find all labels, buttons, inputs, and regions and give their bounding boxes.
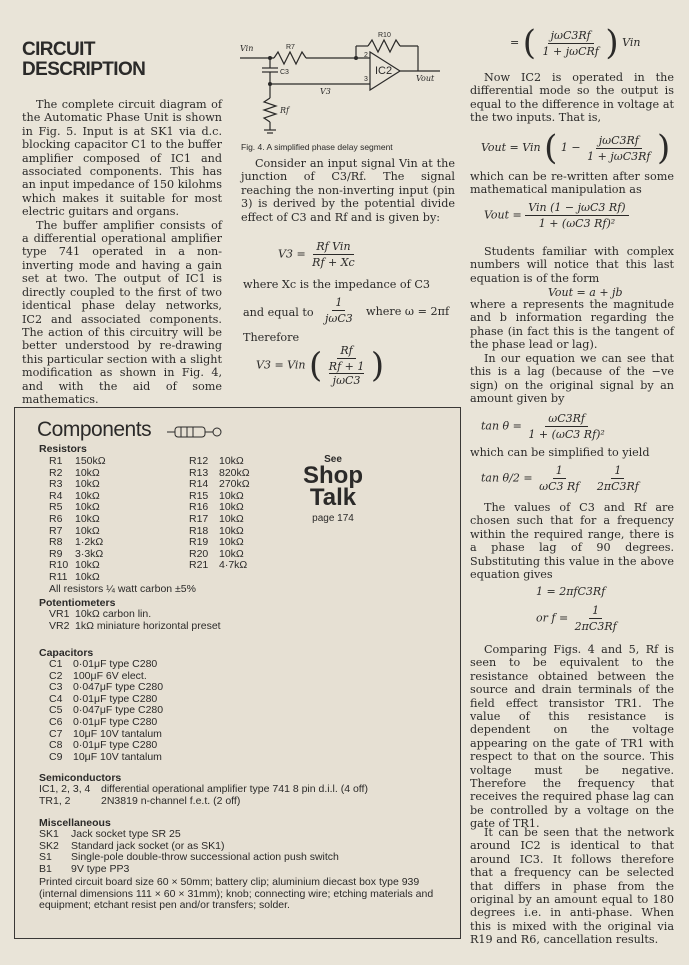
component-row <box>39 784 368 796</box>
component-ref: R13 <box>189 466 209 479</box>
component-value: 10kΩ <box>219 524 244 537</box>
component-ref: SK1 <box>39 828 59 840</box>
paragraph: Students familiar with complex numbers will notice that this last equation is of the form <box>470 245 674 285</box>
equals-sign: = <box>510 36 520 49</box>
misc-note: Printed circuit board size 60 × 50mm; battery clip; aluminium diecast box type 939 (internal dimensions 111 × 60 × 31mm); knob; connecting wire; etching materials and equipment; etchant resist pen and/or transfers; solder. <box>39 876 434 912</box>
component-ref: C1 <box>49 658 63 670</box>
component-ref: VR2 <box>49 619 70 632</box>
component-value: 0·01μF type C280 <box>73 692 158 705</box>
component-ref: R4 <box>49 489 63 502</box>
component-ref: TR1, 2 <box>39 794 71 807</box>
component-value: 10kΩ <box>75 524 100 537</box>
component-row <box>49 456 106 468</box>
component-value: 0·047μF type C280 <box>73 681 164 694</box>
components-title: Components <box>37 418 152 441</box>
component-ref: R3 <box>49 478 63 491</box>
component-value: 10kΩ <box>75 466 100 479</box>
component-value: 100μF 6V elect. <box>73 669 147 682</box>
shop-word: Shop <box>303 462 363 489</box>
left-paren: ( <box>544 128 558 168</box>
eq9-num-2: 1 <box>611 464 624 479</box>
right-paren: ) <box>656 128 671 168</box>
eq3-den-a: Rf + 1 <box>328 360 365 373</box>
component-value: 10kΩ <box>219 536 244 549</box>
where-line-1: where Xc is the impedance of C3 <box>243 278 431 291</box>
component-ref: R2 <box>49 466 63 479</box>
label-pin2: 2 <box>364 52 368 59</box>
component-value: 10kΩ <box>219 489 244 502</box>
eq4-fraction <box>539 29 601 58</box>
eq4-tail: Vin <box>622 36 641 49</box>
component-ref: R20 <box>189 547 209 560</box>
component-value: 0·01μF type C280 <box>73 739 158 752</box>
component-row <box>49 717 163 729</box>
eq3-den <box>326 359 368 387</box>
capacitors-label: Capacitors <box>39 647 94 659</box>
component-value: 10kΩ <box>75 489 100 502</box>
eq4-den: 1 + jωCRf <box>542 44 599 58</box>
component-row <box>39 829 339 841</box>
component-row <box>49 621 221 633</box>
eq3-den-b: jωC3 <box>332 374 361 387</box>
components-box <box>14 407 461 939</box>
component-value: Jack socket type SR 25 <box>71 828 181 840</box>
component-value: 10μF 10V tantalum <box>73 750 162 763</box>
component-ref: R12 <box>189 455 209 467</box>
eq3-num: Rf <box>337 344 355 359</box>
label-r7: R7 <box>286 44 295 51</box>
label-ic2: IC2 <box>375 65 393 77</box>
semiconductors-list <box>39 784 368 807</box>
therefore-label: Therefore <box>243 331 300 344</box>
component-value: 10kΩ <box>75 559 100 572</box>
where-line-2: where ω = 2πf <box>366 305 450 318</box>
component-value: differential operational amplifier type 741 8 pin d.i.l. (4 off) <box>101 783 368 795</box>
component-ref: R21 <box>189 559 209 572</box>
circuit-diagram <box>240 38 458 150</box>
component-value: 10kΩ <box>75 478 100 491</box>
component-value: 3·3kΩ <box>75 547 104 560</box>
component-value: 0·01μF type C280 <box>73 658 158 670</box>
left-paren: ( <box>309 345 323 386</box>
potentiometers-label: Potentiometers <box>39 597 116 609</box>
eq3-fraction <box>326 344 368 387</box>
eq2-num: 1 <box>332 296 345 311</box>
component-ref: R15 <box>189 489 209 502</box>
paragraph: The buffer amplifier consists of a differential operational amplifier type 741 operated in a non-inverting mode and having a gain set at two. The output of IC1 is directly coupled to the first of two identical phase delay networks, IC2 and associated components. The action of this circuitry will be better understood by re-drawing this particular section with a slight modification as shown in Fig. 4, and with the aid of some mathematics. <box>22 218 222 406</box>
miscellaneous-list <box>39 829 339 875</box>
component-row <box>49 537 106 549</box>
eq11-lhs: or f = <box>536 611 569 625</box>
label-vout: Vout <box>416 74 435 83</box>
component-ref: R17 <box>189 512 209 525</box>
shop-talk-badge <box>293 454 373 524</box>
eq9-lhs: tan θ/2 = <box>481 471 533 485</box>
eq6-fraction <box>525 201 628 230</box>
equation-6 <box>484 201 629 230</box>
eq1-fraction <box>309 240 358 269</box>
paragraph: which can be simplified to yield <box>470 446 650 459</box>
equation-9 <box>481 464 642 493</box>
component-ref: C7 <box>49 727 63 740</box>
component-ref: R14 <box>189 478 209 491</box>
component-ref: R16 <box>189 501 209 514</box>
component-ref: VR1 <box>49 608 70 620</box>
equation-1 <box>278 240 358 269</box>
component-ref: IC1, 2, 3, 4 <box>39 783 91 795</box>
component-row <box>49 659 163 671</box>
component-ref: R5 <box>49 501 63 514</box>
eq6-num: Vin (1 − jωC3 Rf) <box>525 201 628 216</box>
heading-line-2: DESCRIPTION <box>22 59 146 80</box>
column-1 <box>22 98 222 406</box>
component-ref: R7 <box>49 524 63 537</box>
paragraph: Comparing Figs. 4 and 5, Rf is seen to be equivalent to the resistance obtained between the source and drain terminals of the field effect transistor TR1. The value of this resistance is dependent on the voltage appearing on the gate of TR1 with respect to that on the source. This voltage must be negative. Therefore the frequency that receives the required phase lag can be controlled by a voltage on the gate of TR1. <box>470 643 674 831</box>
paragraph: The complete circuit diagram of the Automatic Phase Unit is shown in Fig. 5. Input is at SK1 via d.c. blocking capacitor C1 to the buffer amplifier composed of IC1 and associated components. This has an input impedance of 150 kilohms which makes it suitable for most electric guitars and organs. <box>22 98 222 219</box>
component-value: 10kΩ <box>75 512 100 525</box>
eq2-den: jωC3 <box>325 312 353 325</box>
label-r10: R10 <box>378 32 391 39</box>
component-ref: C9 <box>49 750 63 763</box>
component-value: 0·047μF type C280 <box>73 704 164 717</box>
component-ref: R9 <box>49 547 63 560</box>
component-value: 1·2kΩ <box>75 536 104 549</box>
component-value: 10μF 10V tantalum <box>73 727 162 740</box>
eq6-lhs: Vout = <box>484 208 522 222</box>
eq1-den: Rf + Xc <box>312 256 355 269</box>
eq5-num: jωC3Rf <box>596 134 642 149</box>
component-row <box>39 796 368 808</box>
component-ref: R10 <box>49 559 69 572</box>
label-rf: Rf <box>280 106 289 115</box>
eq4-num: jωC3Rf <box>548 29 594 44</box>
talk-word: Talk <box>309 484 357 511</box>
component-value: 10kΩ <box>75 501 100 514</box>
eq5-den: 1 + jωC3Rf <box>587 149 651 163</box>
resistors-label: Resistors <box>39 443 87 455</box>
capacitors-list <box>49 659 163 763</box>
component-row <box>49 752 163 764</box>
component-value: 9V type PP3 <box>71 862 130 875</box>
right-paren: ) <box>370 345 385 386</box>
potentiometers-list <box>49 609 221 632</box>
paragraph: which can be re-written after some mathematical manipulation as <box>470 170 674 197</box>
semiconductors-label: Semiconductors <box>39 772 122 784</box>
paragraph: In our equation we can see that this is a lag (because of the −ve sign) on the original signal by an amount given by <box>470 352 674 406</box>
equation-8 <box>481 412 608 441</box>
left-paren: ( <box>522 23 536 63</box>
component-ref: R6 <box>49 512 63 525</box>
paragraph: The values of C3 and Rf are chosen such that for a frequency within the required range, there is a phase lag of 90 degrees. Substituting this value in the above equation gives <box>470 501 674 582</box>
component-ref: R18 <box>189 524 209 537</box>
component-ref: R19 <box>189 536 209 549</box>
and-equal-label: and equal to <box>243 306 314 319</box>
resistors-list-left <box>49 456 106 584</box>
paragraph: Consider an input signal Vin at the junction of C3/Rf. The signal reaching the non-inverting input (pin 3) is derived by the potential divide effect of C3 and Rf and is given by: <box>241 157 455 224</box>
eq11-num: 1 <box>589 604 602 619</box>
component-ref: R8 <box>49 536 63 549</box>
eq3-lhs: V3 = Vin <box>256 358 306 372</box>
component-ref: C5 <box>49 704 63 717</box>
resistors-list-right <box>189 456 250 572</box>
component-value: 0·01μF type C280 <box>73 715 158 728</box>
component-value: 150kΩ <box>75 455 106 467</box>
component-value: 10kΩ <box>219 512 244 525</box>
shop-page: page 174 <box>312 513 354 524</box>
label-v3: V3 <box>320 87 331 96</box>
component-row <box>39 864 339 876</box>
label-c3: C3 <box>280 69 289 76</box>
component-ref: R1 <box>49 455 63 467</box>
eq8-fraction <box>525 412 607 441</box>
eq8-lhs: tan θ = <box>481 419 522 433</box>
equation-5 <box>481 128 671 168</box>
component-value: 820kΩ <box>219 466 250 479</box>
component-row <box>189 560 250 572</box>
component-ref: R11 <box>49 570 68 583</box>
figure-4 <box>240 32 458 150</box>
eq1-lhs: V3 = <box>278 247 306 261</box>
component-value: Single-pole double-throw successional action push switch <box>71 851 339 864</box>
component-ref: C4 <box>49 692 63 705</box>
resistor-graphic-icon <box>167 422 225 442</box>
component-value: 1kΩ miniature horizontal preset <box>75 619 221 632</box>
eq2-fraction <box>322 296 356 325</box>
miscellaneous-label: Miscellaneous <box>39 817 111 829</box>
component-value: 10kΩ <box>219 501 244 514</box>
label-vin: Vin <box>240 44 254 53</box>
component-row <box>189 456 250 468</box>
right-paren: ) <box>605 23 619 63</box>
paragraph: It can be seen that the network around IC2 is identical to that around IC3. It follows therefore that a frequency can be selected that differs in phase from the original by an amount equal to 180 degrees i.e. in anti-phase. When this is mixed with the original via R19 and R6, cancellation results. <box>470 826 674 947</box>
component-row <box>49 514 106 526</box>
figure-caption: Fig. 4. A simplified phase delay segment <box>241 142 393 152</box>
component-value: Standard jack socket (or as SK1) <box>71 839 225 852</box>
eq8-num: ωC3Rf <box>545 412 588 427</box>
paragraph: Now IC2 is operated in the differential mode so the output is equal to the difference in voltage at the two inputs. That is, <box>470 71 674 125</box>
component-value: 4·7kΩ <box>219 559 248 572</box>
component-ref: C6 <box>49 715 63 728</box>
equation-7: Vout = a + jb <box>548 286 623 299</box>
resistor-note: All resistors ¼ watt carbon ±5% <box>49 583 196 595</box>
eq9-num-1: 1 <box>553 464 566 479</box>
eq11-fraction <box>572 604 620 633</box>
equation-10: 1 = 2πfC3Rf <box>536 585 606 598</box>
eq5-one: 1 − <box>560 141 581 154</box>
component-ref: C3 <box>49 681 63 694</box>
component-value: 10kΩ carbon lin. <box>75 608 152 620</box>
eq5-fraction <box>584 134 653 163</box>
component-row <box>49 609 221 621</box>
component-value: 10kΩ <box>219 455 244 467</box>
component-value: 10kΩ <box>75 570 100 583</box>
component-row <box>189 537 250 549</box>
component-value: 270kΩ <box>219 478 250 491</box>
eq9-fraction-2 <box>594 464 642 493</box>
eq9-den-1: ωC3 Rf <box>539 480 580 493</box>
eq5-lhs: Vout = Vin <box>481 141 541 154</box>
eq1-num: Rf Vin <box>313 240 353 255</box>
paragraph: where a represents the magnitude and b information regarding the phase (in fact this is the tangent of the phase lead or lag). <box>470 298 674 352</box>
component-value: 10kΩ <box>219 547 244 560</box>
equation-2 <box>322 296 356 325</box>
shop-see: See <box>324 454 342 465</box>
component-row <box>189 514 250 526</box>
component-ref: SK2 <box>39 839 59 852</box>
eq9-fraction-1 <box>536 464 582 493</box>
component-row <box>49 572 106 584</box>
equation-3 <box>256 344 384 387</box>
component-row <box>49 740 163 752</box>
section-heading <box>22 40 145 80</box>
eq6-den: 1 + (ωC3 Rf)² <box>538 217 616 230</box>
eq11-den: 2πC3Rf <box>574 620 617 633</box>
component-ref: C2 <box>49 669 63 682</box>
eq8-den: 1 + (ωC3 Rf)² <box>528 428 605 441</box>
component-ref: C8 <box>49 739 63 752</box>
eq9-den-2: 2πC3Rf <box>596 480 639 493</box>
component-value: 2N3819 n-channel f.e.t. (2 off) <box>101 794 241 807</box>
equation-11 <box>536 604 620 633</box>
equation-4 <box>510 23 641 63</box>
label-pin3: 3 <box>364 76 368 83</box>
heading-line-1: CIRCUIT <box>22 39 95 60</box>
component-ref: B1 <box>39 862 52 875</box>
component-ref: S1 <box>39 851 52 864</box>
